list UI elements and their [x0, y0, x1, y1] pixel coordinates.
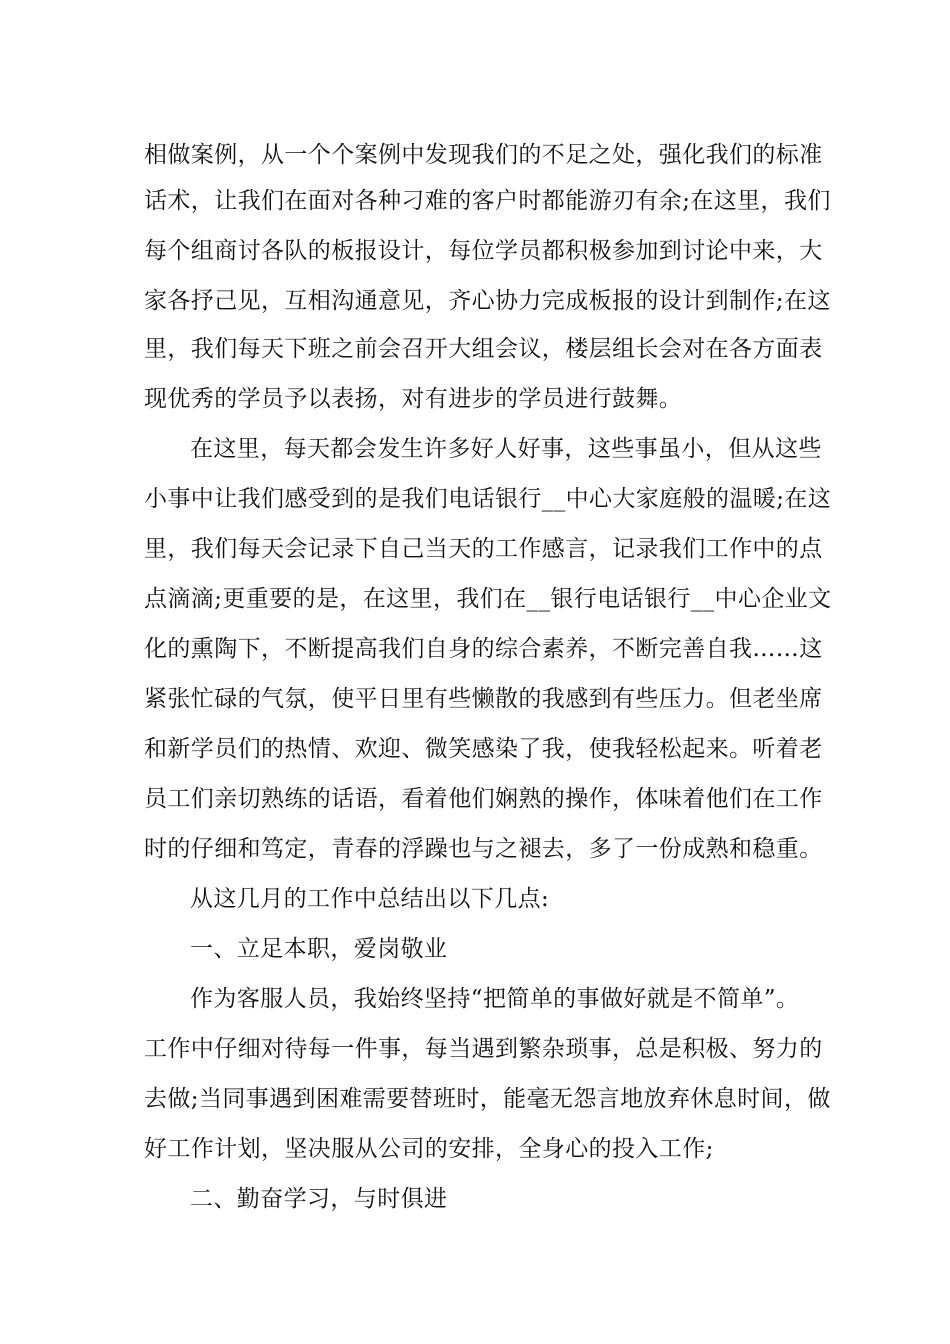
text-line: 好工作计划，坚决服从公司的安排，全身心的投入工作; [144, 1136, 714, 1162]
text-line: 现优秀的学员予以表扬，对有进步的学员进行鼓舞。 [144, 386, 683, 412]
text-line: 员工们亲切熟练的话语，看着他们娴熟的操作，体味着他们在工作 [144, 786, 823, 812]
text-line: 时的仔细和笃定，青春的浮躁也与之褪去，多了一份成熟和稳重。 [144, 836, 823, 862]
text-line: 家各抒己见，互相沟通意见，齐心协力完成板报的设计到制作;在这 [144, 288, 831, 314]
text-line: 点滴滴;更重要的是，在这里，我们在__银行电话银行__中心企业文 [144, 586, 832, 612]
section-heading-1: 一、立足本职，爱岗敬业 [190, 936, 448, 962]
text-line: 工作中仔细对待每一件事，每当遇到繁杂琐事，总是积极、努力的 [144, 1036, 823, 1062]
text-line: 和新学员们的热情、欢迎、微笑感染了我，使我轻松起来。听着老 [144, 736, 823, 762]
text-line: 话术，让我们在面对各种刁难的客户时都能游刃有余;在这里，我们 [144, 188, 831, 214]
text-line: 作为客服人员，我始终坚持“把简单的事做好就是不简单”。 [190, 986, 800, 1012]
text-line: 里，我们每天下班之前会召开大组会议，楼层组长会对在各方面表 [144, 336, 823, 362]
text-line: 每个组商讨各队的板报设计，每位学员都积极参加到讨论中来，大 [144, 238, 823, 264]
text-line: 小事中让我们感受到的是我们电话银行__中心大家庭般的温暖;在这 [144, 486, 832, 512]
text-line: 紧张忙碌的气氛，使平日里有些懒散的我感到有些压力。但老坐席 [144, 686, 823, 712]
text-line: 化的熏陶下，不断提高我们自身的综合素养，不断完善自我……这 [144, 636, 823, 662]
text-line: 去做;当同事遇到困难需要替班时，能毫无怨言地放弃休息时间，做 [144, 1086, 831, 1112]
text-line: 里，我们每天会记录下自己当天的工作感言，记录我们工作中的点 [144, 536, 823, 562]
text-line: 相做案例，从一个个案例中发现我们的不足之处，强化我们的标准 [144, 142, 823, 168]
text-line: 在这里，每天都会发生许多好人好事，这些事虽小，但从这些 [190, 436, 822, 462]
section-intro: 从这几月的工作中总结出以下几点: [190, 886, 550, 912]
section-heading-2: 二、勤奋学习，与时俱进 [190, 1186, 448, 1212]
